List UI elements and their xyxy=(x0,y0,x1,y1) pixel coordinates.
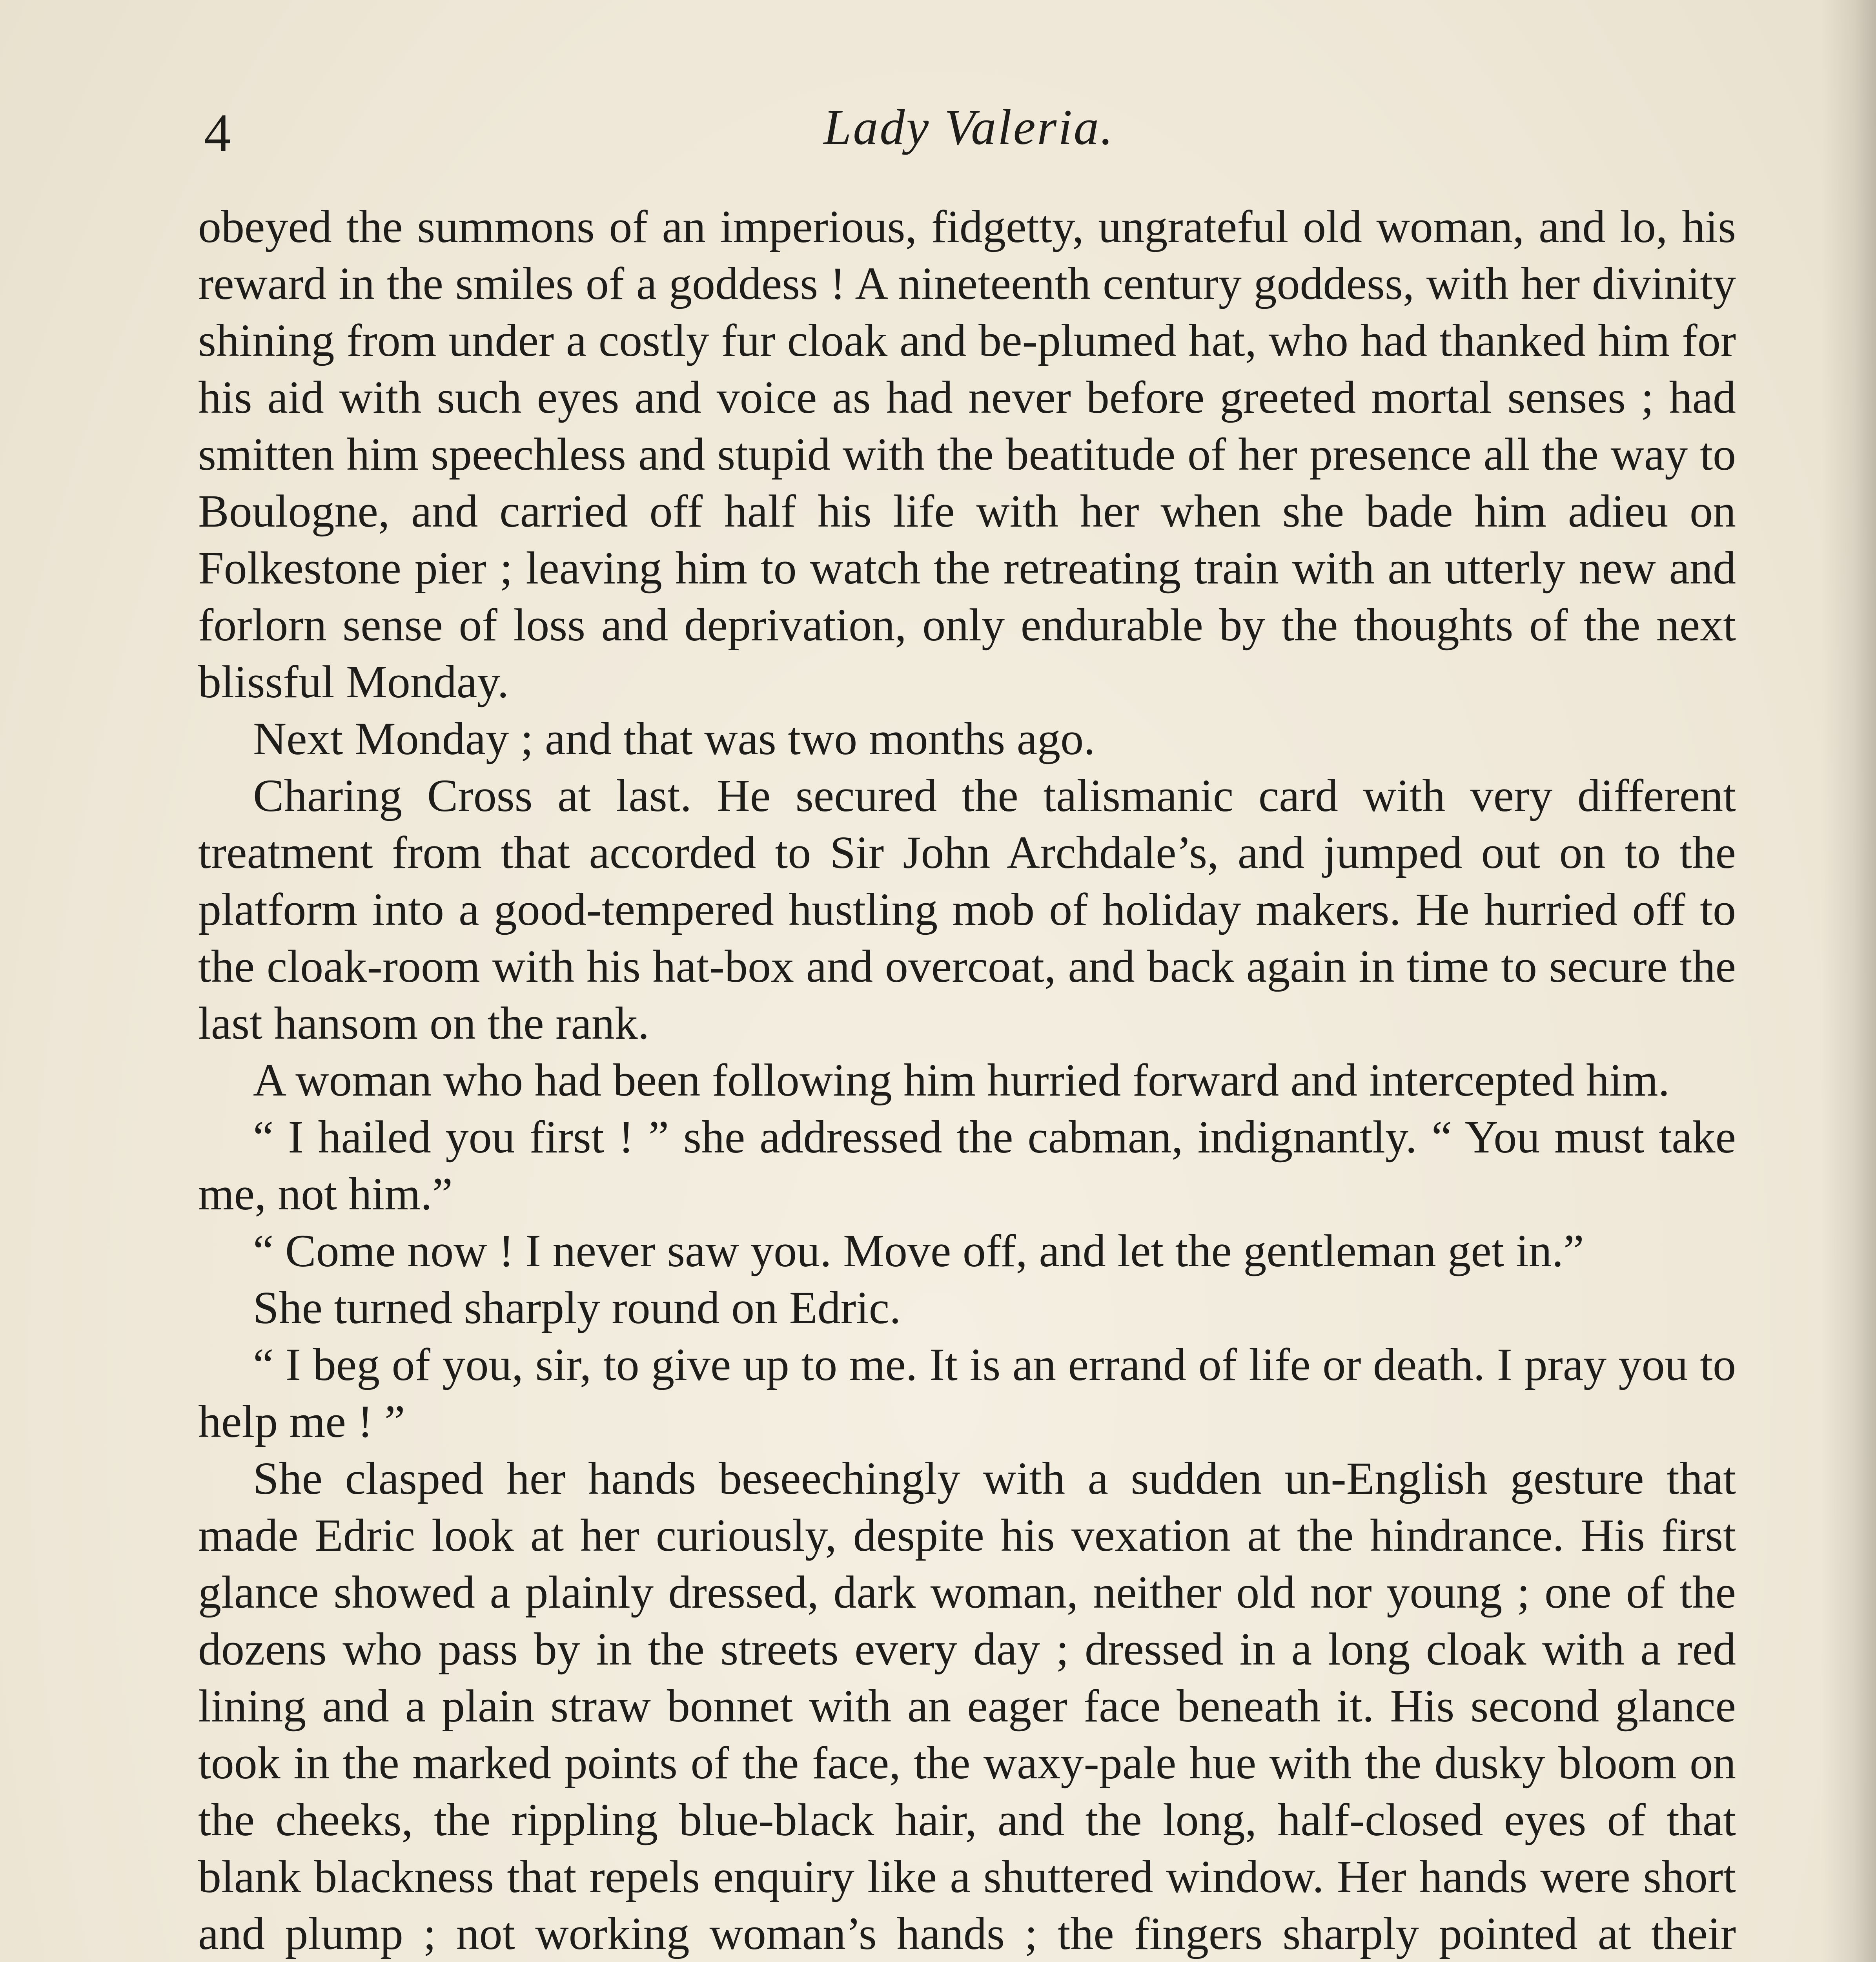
page-number: 4 xyxy=(204,103,231,163)
running-title: Lady Valeria. xyxy=(823,99,1115,155)
paragraph: “ I hailed you first ! ” she addressed the cabman, indignantly. “ You must take me, not him.” xyxy=(198,1111,1736,1220)
paragraph: A woman who had been following him hurried forward and intercepted him. xyxy=(253,1054,1670,1106)
body-text xyxy=(198,198,1736,1962)
page-edge-shadow xyxy=(1821,0,1876,1962)
paragraph: Charing Cross at last. He secured the talismanic card with very different treatment from that accorded to Sir John Archdale’s, and jumped out on to the platform into a good-tempered hustling mob of holiday makers. He hurried off to the cloak-room with his hat-box and overcoat, and back again in time to secure the last hansom on the rank. xyxy=(198,770,1736,1049)
paragraph: She clasped her hands beseechingly with a sudden un-English gesture that made Edric look at her curiously, despite his vexation at the hindrance. His first glance showed a plainly dressed, dark woman, neither old nor young ; one of the dozens who pass by in the streets every day ; dressed in a long cloak with a red lining and a plain straw bonnet with an eager face beneath it. His second glance took in the marked points of the face, the waxy-pale hue with the dusky bloom on the cheeks, the rippling blue-black hair, and the long, half-closed eyes of that blank blackness that repels enquiry like a shuttered window. Her hands were short and plump ; not working woman’s hands ; the fingers sharply pointed at their xyxy=(198,1453,1736,1959)
paragraph: “ Come now ! I never saw you. Move off, and let the gentleman get in.” xyxy=(253,1225,1584,1276)
paragraph: obeyed the summons of an imperious, fidgetty, ungrateful old woman, and lo, his reward in the smiles of a goddess ! A nineteenth century goddess, with her divinity shining from under a costly fur cloak and be-plumed hat, who had thanked him for his aid with such eyes and voice as had never before greeted mortal senses ; had smitten him speechless and stupid with the beatitude of her presence all the way to Boulogne, and carried off half his life with her when she bade him adieu on Folkestone pier ; leaving him to watch the retreating train with an utterly new and forlorn sense of loss and deprivation, only endurable by the thoughts of the next blissful Monday. xyxy=(198,201,1736,707)
page-header xyxy=(204,90,1734,177)
paragraph: Next Monday ; and that was two months ago. xyxy=(253,713,1095,764)
paragraph: She turned sharply round on Edric. xyxy=(253,1282,901,1333)
paragraph: “ I beg of you, sir, to give up to me. It is an errand of life or death. I pray you to help me ! ” xyxy=(198,1339,1736,1447)
